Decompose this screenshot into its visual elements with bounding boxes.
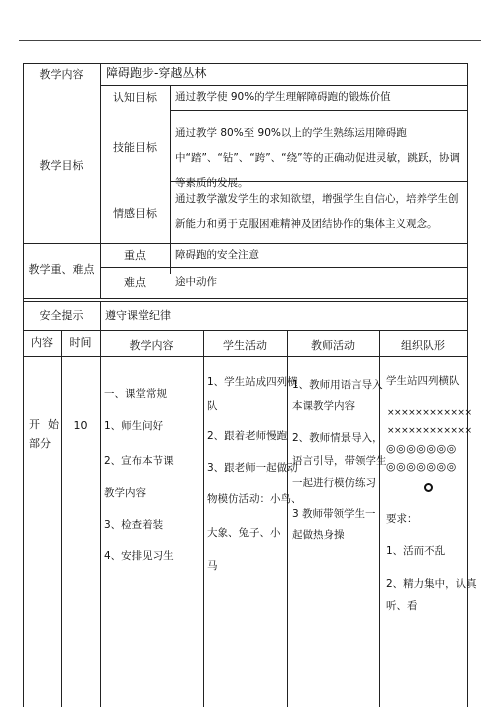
section-label-shi: 始 bbox=[48, 418, 59, 431]
teacher-line: 1、教师用语言导入 bbox=[292, 379, 383, 391]
formation-row-x: ×××××××××××× bbox=[387, 426, 472, 436]
th-formation: 组织队形 bbox=[401, 339, 445, 352]
label-emotion: 情感目标 bbox=[113, 207, 157, 220]
safety-text: 遵守课堂纪律 bbox=[105, 309, 171, 322]
section-label-bufen: 部分 bbox=[29, 437, 51, 450]
line-after-key bbox=[100, 267, 468, 268]
label-cognitive: 认知目标 bbox=[113, 91, 157, 104]
line-after-title bbox=[100, 85, 468, 86]
formation-row-circles: ◎◎◎◎◎◎◎ bbox=[386, 460, 457, 473]
line-after-cognitive bbox=[170, 110, 468, 111]
student-line: 物模仿活动：小鸟、 bbox=[207, 493, 302, 505]
label-skill: 技能目标 bbox=[113, 141, 157, 154]
student-line: 3、跟老师一起做动 bbox=[207, 462, 298, 474]
line-after-table-header bbox=[23, 356, 468, 357]
teacher-line: 2、教师情景导入， bbox=[292, 432, 383, 444]
formation-title: 学生站四列横队 bbox=[386, 375, 460, 387]
th-student-activity: 学生活动 bbox=[223, 339, 267, 352]
formation-row-x: ×××××××××××× bbox=[387, 408, 472, 418]
formation-requirement-label: 要求： bbox=[386, 513, 418, 525]
line-before-safety-b bbox=[23, 301, 468, 302]
lesson-plan-table bbox=[23, 63, 477, 707]
teacher-line: 一起进行模仿练习 bbox=[292, 477, 376, 489]
formation-row-circles: ◎◎◎◎◎◎◎ bbox=[386, 442, 457, 455]
divider-content bbox=[61, 330, 62, 707]
section-time: 10 bbox=[73, 419, 88, 432]
lesson-title: 障碍跑步-穿越丛林 bbox=[106, 66, 207, 80]
student-line: 队 bbox=[207, 400, 218, 412]
label-objectives: 教学目标 bbox=[39, 159, 84, 172]
cognitive-text: 通过教学使 90%的学生理解障碍跑的锻炼价值 bbox=[175, 91, 391, 103]
teacher-line: 3 教师带领学生一 bbox=[292, 508, 376, 520]
border-right bbox=[467, 63, 468, 707]
border-top bbox=[23, 63, 468, 64]
formation-requirement: 听、看 bbox=[386, 600, 418, 612]
student-line: 大象、兔子、小 bbox=[207, 527, 281, 539]
th-time: 时间 bbox=[69, 336, 92, 349]
formation-requirement: 1、活而不乱 bbox=[386, 545, 446, 557]
section-label-kai: 开 bbox=[29, 418, 40, 431]
teacher-line: 语言引导，带领学生 bbox=[292, 455, 387, 467]
student-line: 1、学生站成四列横 bbox=[207, 376, 298, 388]
teacher-line: 起做热身操 bbox=[292, 529, 345, 541]
line-after-safety bbox=[23, 330, 468, 331]
th-content: 内容 bbox=[31, 336, 53, 349]
teaching-item: 4、安排见习生 bbox=[104, 550, 174, 562]
teaching-item: 2、宣布本节课 bbox=[104, 455, 174, 467]
th-teacher-activity: 教师活动 bbox=[311, 339, 355, 352]
line-after-objectives bbox=[23, 243, 468, 244]
teaching-item: 3、检查着装 bbox=[104, 519, 164, 531]
label-safety: 安全提示 bbox=[39, 309, 84, 322]
label-key: 重点 bbox=[124, 249, 146, 262]
key-text: 障碍跑的安全注意 bbox=[175, 249, 259, 261]
th-teaching-content: 教学内容 bbox=[129, 339, 174, 352]
label-difficult: 难点 bbox=[124, 276, 146, 289]
teacher-line: 本课教学内容 bbox=[292, 400, 355, 412]
page-top-rule bbox=[19, 40, 481, 41]
divider-teaching bbox=[203, 330, 204, 707]
difficult-text: 途中动作 bbox=[175, 276, 217, 288]
label-teaching-content: 教学内容 bbox=[39, 68, 84, 81]
student-line: 马 bbox=[207, 560, 218, 572]
divider-col2 bbox=[170, 85, 171, 274]
line-before-safety-a bbox=[23, 298, 468, 299]
teacher-position-marker bbox=[424, 483, 433, 492]
divider-time bbox=[100, 330, 101, 707]
teaching-item: 一、课堂常规 bbox=[104, 388, 167, 400]
teaching-item: 教学内容 bbox=[104, 487, 146, 499]
student-line: 2、跟着老师慢跑 bbox=[207, 430, 288, 442]
label-keypoints: 教学重、难点 bbox=[28, 263, 95, 276]
emotion-text: 通过教学激发学生的求知欲望，增强学生自信心，培养学生创新能力和勇于克服困难精神及团结协作的集体主义观念。 bbox=[175, 193, 459, 230]
teaching-item: 1、师生问好 bbox=[104, 420, 164, 432]
skill-text: 通过教学 80%至 90%以上的学生熟练运用障碍跑中“踏”、“钻”、“跨”、“绕”等的正确动促进灵敏，跳跃，协调等素质的发展。 bbox=[175, 127, 461, 189]
formation-requirement: 2、精力集中，认真 bbox=[386, 578, 477, 590]
divider-col1-safety bbox=[100, 301, 101, 330]
